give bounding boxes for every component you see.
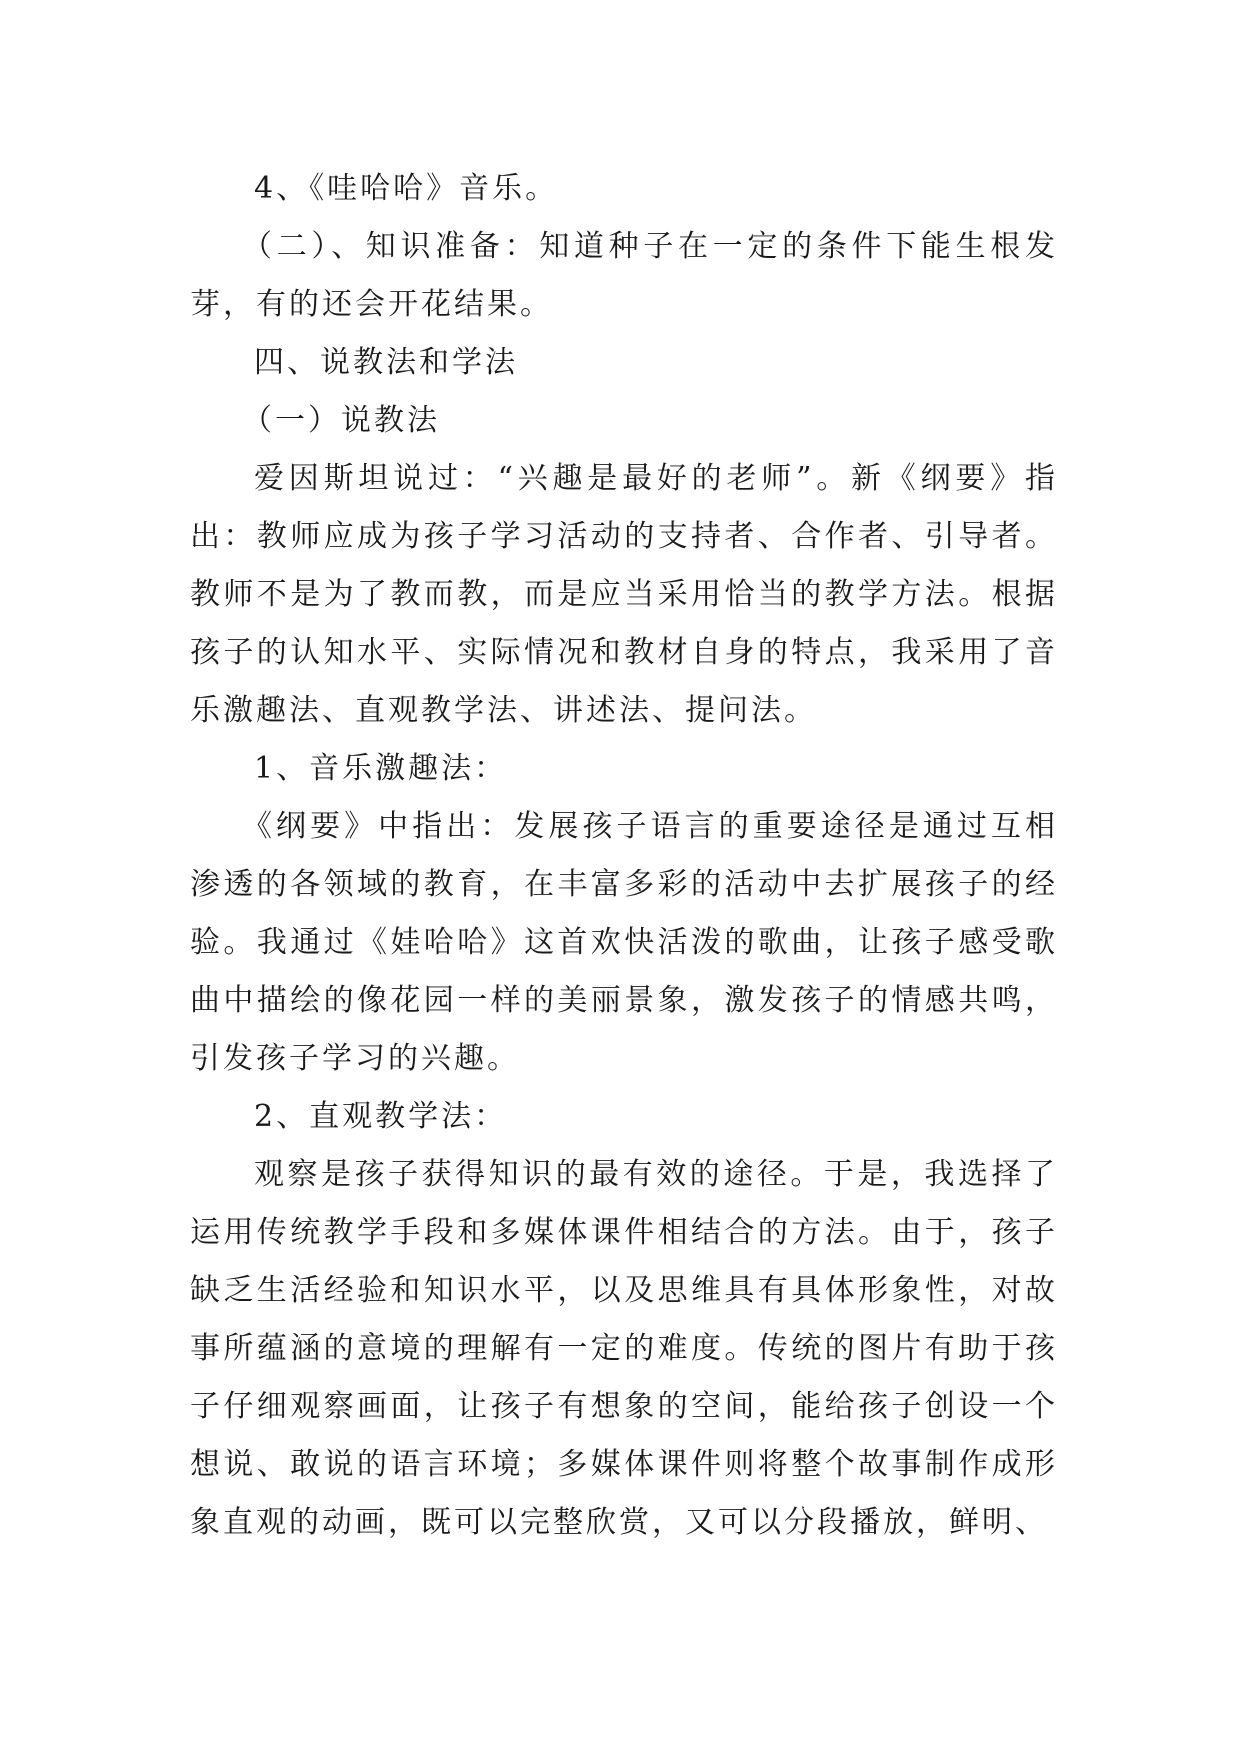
subsection-heading-teaching-method: （一）说教法 xyxy=(242,403,440,438)
visual-method-paragraph: 观察是孩子获得知识的最有效的途径。于是，我选择了运用传统教学手段和多媒体课件相结合的方法。由于，孩子缺乏生活经验和知识水平，以及思维具有具体形象性，对故事所蕴涵的意境的理解有一定的难度。传统的图片有助于孩子仔细观察画面，让孩子有想象的空间，能给孩子创设一个想说、敢说的语言环境；多媒体课件则将整个故事制作成形象直观的动画，既可以完整欣赏，又可以分段播放，鲜明、 xyxy=(190,1157,1058,1540)
section-heading-teaching-methods: 四、说教法和学法 xyxy=(254,345,518,380)
list-item-music: 4、《哇哈哈》音乐。 xyxy=(254,171,559,206)
knowledge-preparation-paragraph: （二）、知识准备：知道种子在一定的条件下能生根发芽，有的还会开花结果。 xyxy=(190,229,1058,322)
method-heading-visual: 2、直观教学法： xyxy=(254,1099,508,1134)
teaching-method-intro-paragraph: 爱因斯坦说过：“兴趣是最好的老师”。新《纲要》指出：教师应成为孩子学习活动的支持者、合作者、引导者。教师不是为了教而教，而是应当采用恰当的教学方法。根据孩子的认知水平、实际情况和教材自身的特点，我采用了音乐激趣法、直观教学法、讲述法、提问法。 xyxy=(190,461,1058,728)
music-method-paragraph: 《纲要》中指出：发展孩子语言的重要途径是通过互相渗透的各领域的教育，在丰富多彩的活动中去扩展孩子的经验。我通过《娃哈哈》这首欢快活泼的歌曲，让孩子感受歌曲中描绘的像花园一样的美丽景象，激发孩子的情感共鸣，引发孩子学习的兴趣。 xyxy=(190,809,1058,1076)
method-heading-music: 1、音乐激趣法： xyxy=(254,751,508,786)
document-body xyxy=(190,160,1058,1552)
